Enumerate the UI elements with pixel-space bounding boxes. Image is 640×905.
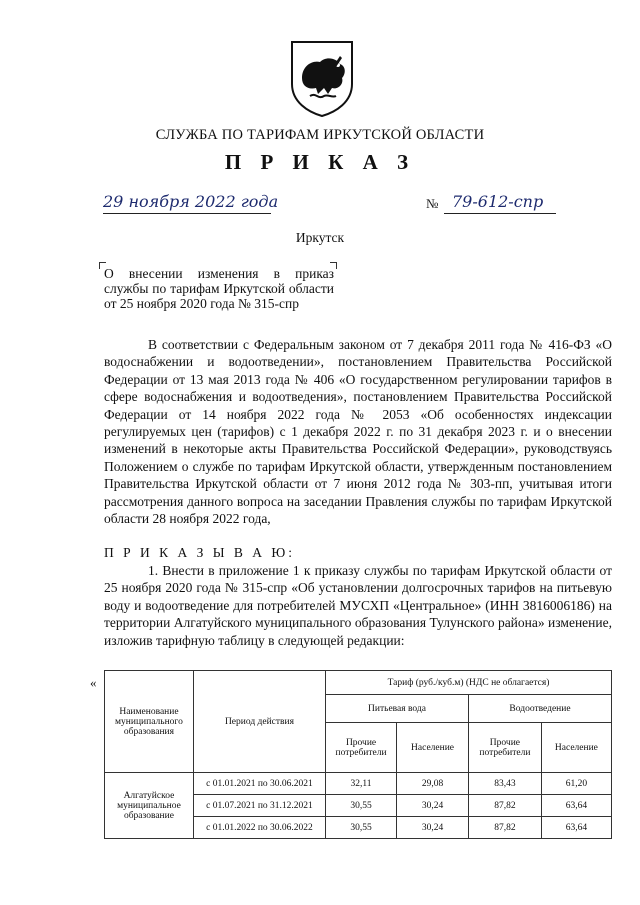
row-water-other: 30,55	[326, 795, 397, 817]
row-period: с 01.01.2022 по 30.06.2022	[193, 817, 325, 839]
handwritten-number: 79-612-спр	[452, 192, 544, 211]
header-sewer-other: Прочие потребители	[468, 723, 541, 773]
row-period: с 01.01.2021 по 30.06.2021	[193, 773, 325, 795]
row-sewer-population: 61,20	[541, 773, 611, 795]
tariff-table	[104, 670, 612, 839]
row-period: с 01.07.2021 по 31.12.2021	[193, 795, 325, 817]
row-sewer-other: 87,82	[468, 817, 541, 839]
row-water-other: 32,11	[326, 773, 397, 795]
coat-of-arms-emblem	[288, 38, 356, 118]
row-water-population: 30,24	[397, 817, 469, 839]
header-period: Период действия	[193, 671, 325, 773]
order-subject: О внесении изменения в приказ службы по тарифам Иркутской области от 25 ноября 2020 года № 315-спр	[104, 266, 334, 311]
row-water-other: 30,55	[326, 817, 397, 839]
table-row	[105, 773, 612, 795]
row-sewer-other: 87,82	[468, 795, 541, 817]
handwritten-date: 29 ноября 2022 года	[103, 192, 279, 211]
number-sign: №	[426, 196, 439, 211]
order-word: П Р И К А З Ы В А Ю:	[104, 545, 296, 560]
city-name: Иркутск	[295, 230, 345, 245]
date-underline	[103, 213, 271, 214]
document-type-title: П Р И К А З	[224, 150, 416, 174]
header-water: Питьевая вода	[326, 695, 469, 723]
header-sewer-population: Население	[541, 723, 611, 773]
number-underline	[444, 213, 556, 214]
agency-name: СЛУЖБА ПО ТАРИФАМ ИРКУТСКОЙ ОБЛАСТИ	[155, 127, 485, 143]
preamble-paragraph: В соответствии с Федеральным законом от 7 декабря 2011 года № 416-ФЗ «О водоснабжении и водоотведении», постановлением Правительства Российской Федерации от 13 мая 2013 года № 406 «О государственном регулировании тарифов в сфере водоснабжения и водоотведения», постановлением Правительства Российской Федерации от 14 ноября 2022 года № 2053 «Об особенностях индексации регулируемых цен (тарифов) с 1 декабря 2022 г. по 31 декабря 2023 г. и о внесении изменений в некоторые акты Правительства Российской Федерации», руководствуясь Положением о службе по тарифам Иркутской области, утвержденным постановлением Правительства Иркутской области от 7 июня 2012 года № 303-пп, учитывая итоги рассмотрения данного вопроса на заседании Правления службы по тарифам Иркутской области 28 ноября 2022 года,	[104, 337, 612, 527]
municipality-name: Алгатуйское муниципальное образование	[105, 773, 194, 839]
row-sewer-other: 83,43	[468, 773, 541, 795]
row-water-population: 30,24	[397, 795, 469, 817]
item-1-paragraph: 1. Внести в приложение 1 к приказу службы по тарифам Иркутской области от 25 ноября 2020 года № 315-спр «Об установлении долгосрочных тарифов на питьевую воду и водоотведение для потребителей МУСХП «Центральное» (ИНН 3816006186) на территории Алгатуйского муниципального образования Тулунского района» изменение, изложив тарифную таблицу в следующей редакции:	[104, 563, 612, 648]
header-water-other: Прочие потребители	[326, 723, 397, 773]
header-municipality: Наименование муниципального образования	[105, 671, 194, 773]
header-tariff: Тариф (руб./куб.м) (НДС не облагается)	[326, 671, 612, 695]
row-water-population: 29,08	[397, 773, 469, 795]
row-sewer-population: 63,64	[541, 795, 611, 817]
opening-quote-mark: «	[90, 675, 97, 690]
header-water-population: Население	[397, 723, 469, 773]
row-sewer-population: 63,64	[541, 817, 611, 839]
header-sewer: Водоотведение	[468, 695, 611, 723]
